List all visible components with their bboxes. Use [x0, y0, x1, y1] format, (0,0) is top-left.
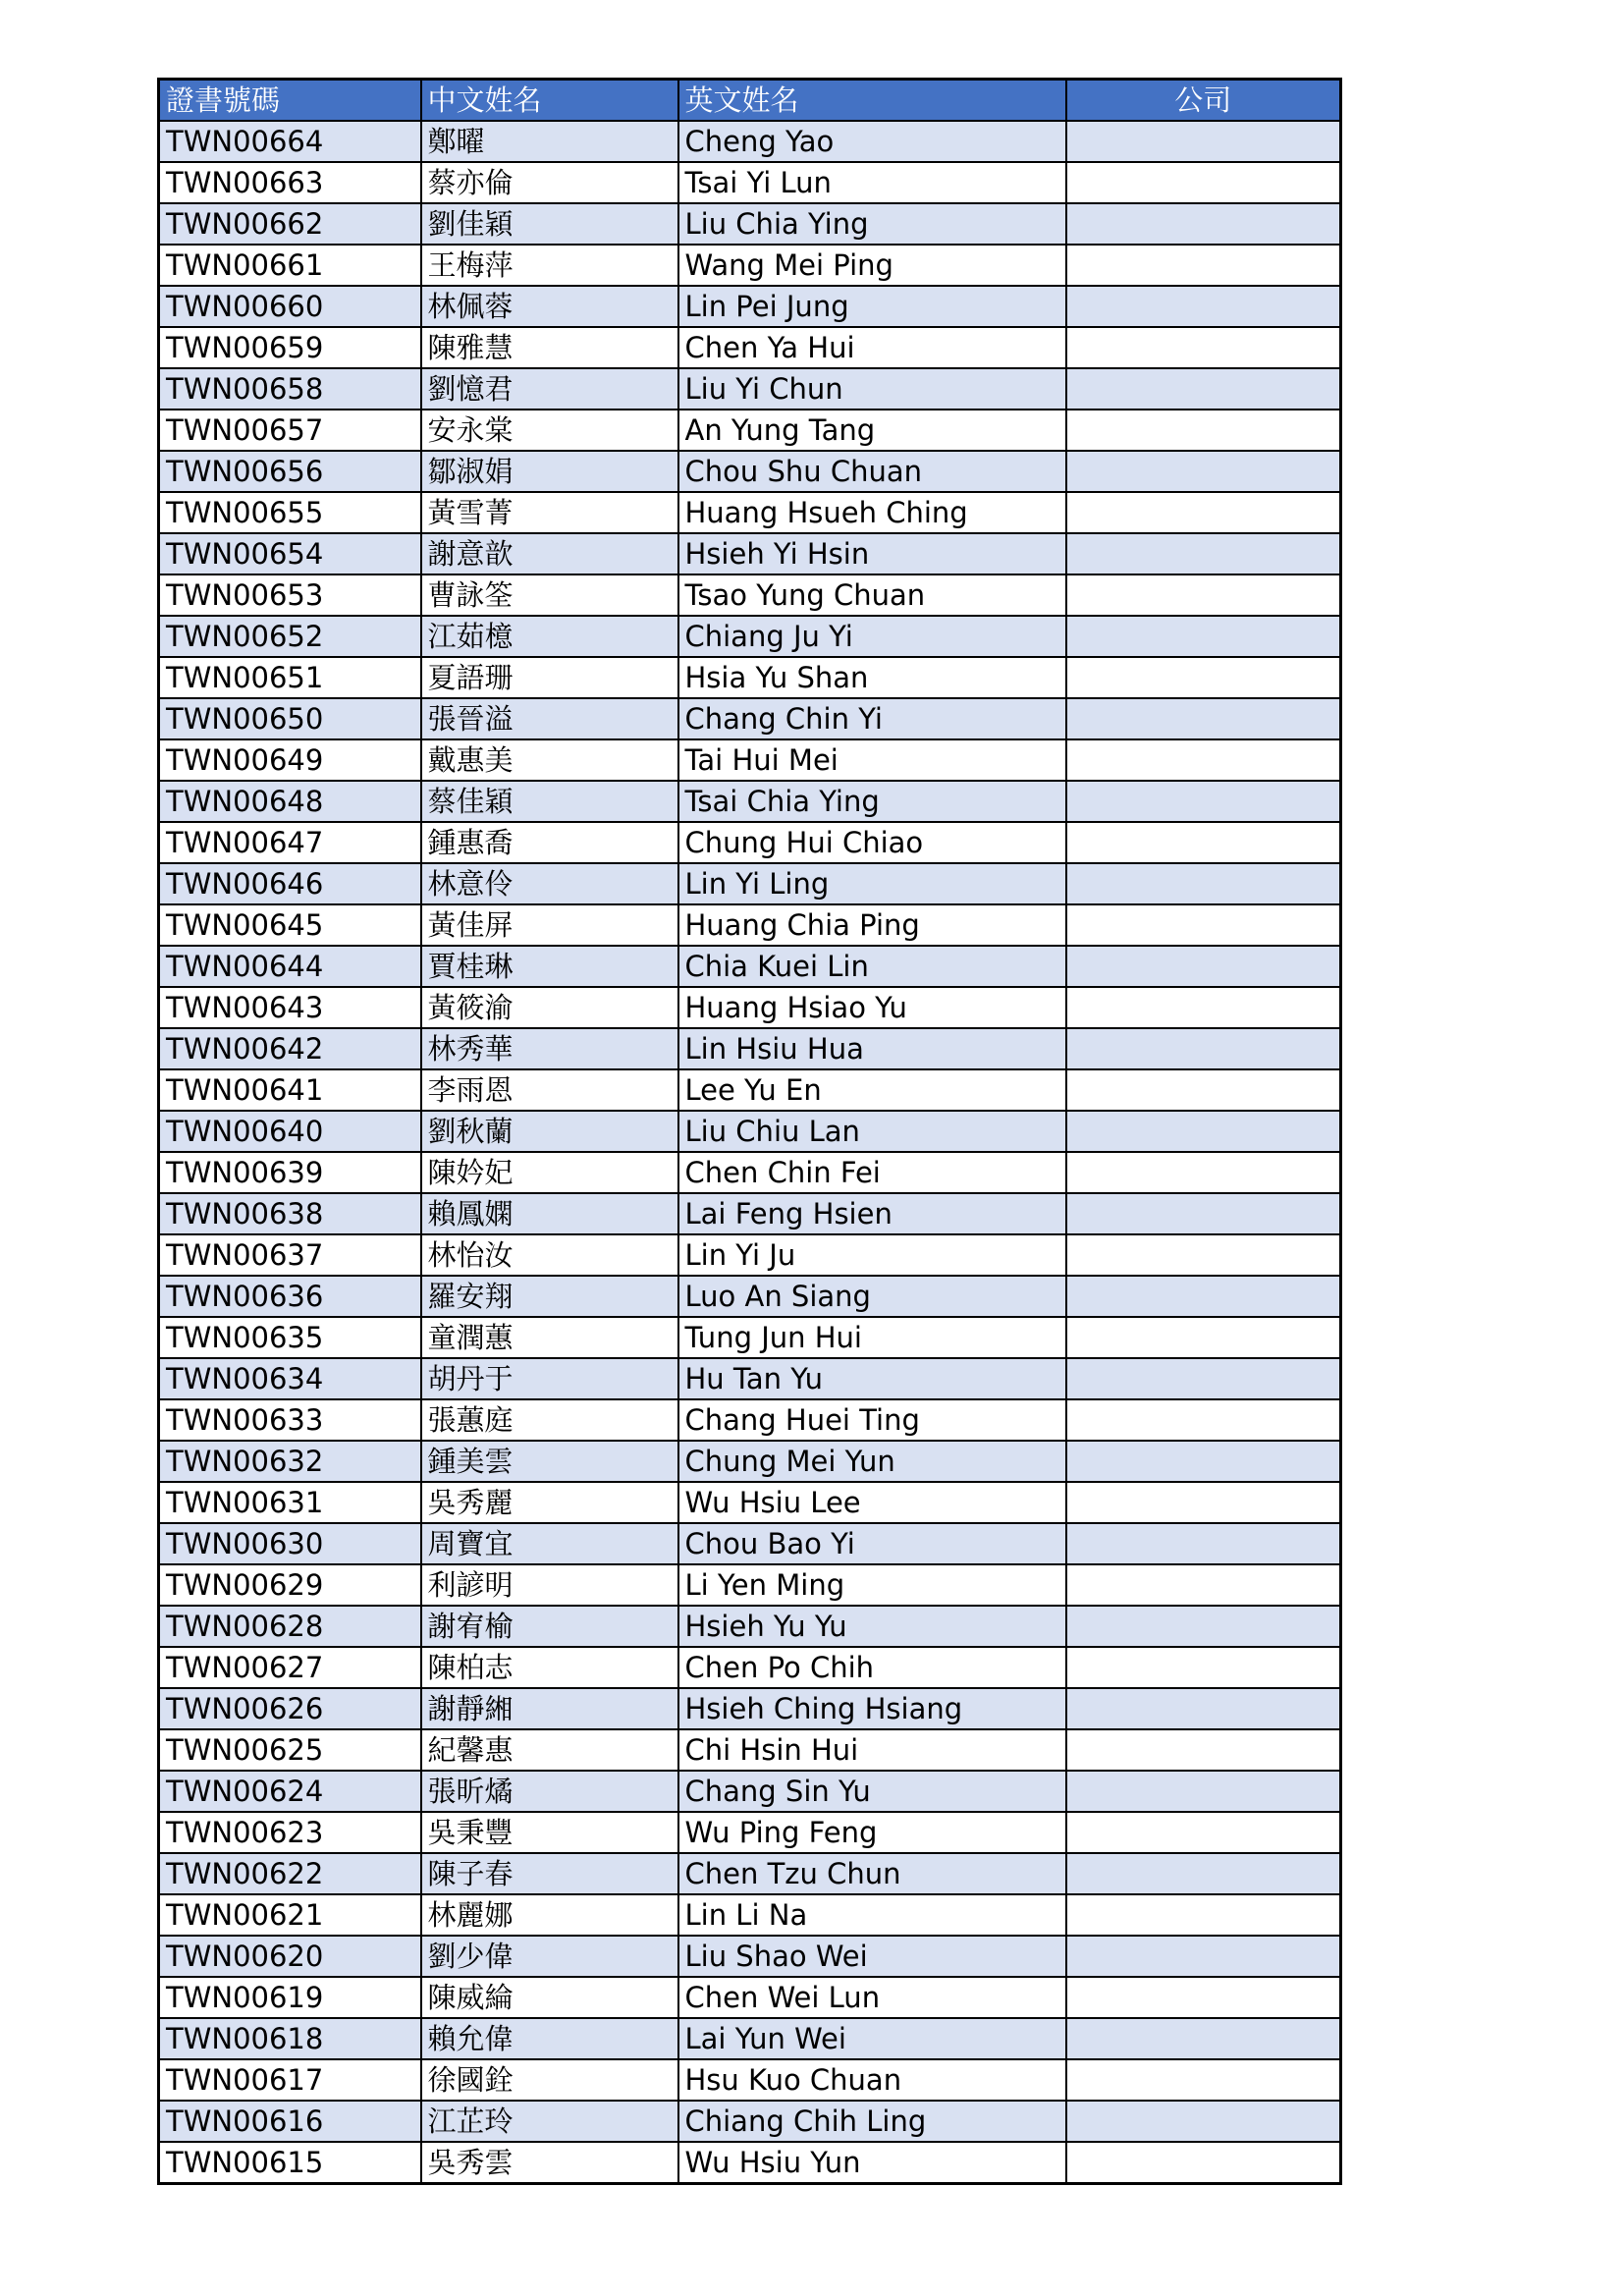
header-english-name: 英文姓名: [678, 80, 1066, 122]
table-row: [159, 1647, 1341, 1688]
cell-certificate-number: TWN00640: [159, 1111, 421, 1152]
cell-company: [1066, 1936, 1341, 1977]
cell-company: [1066, 1276, 1341, 1317]
table-row: [159, 1276, 1341, 1317]
table-row: [159, 1441, 1341, 1482]
cell-chinese-name: 陳柏志: [421, 1647, 678, 1688]
cell-chinese-name: 賴鳳嫻: [421, 1193, 678, 1234]
cell-company: [1066, 533, 1341, 574]
cell-certificate-number: TWN00627: [159, 1647, 421, 1688]
cell-certificate-number: TWN00651: [159, 657, 421, 698]
cell-english-name: An Yung Tang: [678, 410, 1066, 451]
cell-company: [1066, 1441, 1341, 1482]
cell-english-name: Liu Yi Chun: [678, 368, 1066, 410]
cell-chinese-name: 利諺明: [421, 1564, 678, 1606]
table-row: [159, 327, 1341, 368]
cell-certificate-number: TWN00628: [159, 1606, 421, 1647]
table-row: [159, 904, 1341, 946]
cell-certificate-number: TWN00661: [159, 245, 421, 286]
cell-certificate-number: TWN00656: [159, 451, 421, 492]
table-row: [159, 616, 1341, 657]
cell-company: [1066, 822, 1341, 863]
cell-chinese-name: 王梅萍: [421, 245, 678, 286]
cell-chinese-name: 徐國銓: [421, 2059, 678, 2101]
cell-certificate-number: TWN00634: [159, 1358, 421, 1399]
cell-english-name: Hsieh Yi Hsin: [678, 533, 1066, 574]
cell-english-name: Chen Wei Lun: [678, 1977, 1066, 2018]
cell-certificate-number: TWN00647: [159, 822, 421, 863]
cell-certificate-number: TWN00660: [159, 286, 421, 327]
cell-certificate-number: TWN00623: [159, 1812, 421, 1853]
table-row: [159, 1688, 1341, 1729]
cell-english-name: Chia Kuei Lin: [678, 946, 1066, 987]
cell-certificate-number: TWN00638: [159, 1193, 421, 1234]
cell-english-name: Chung Mei Yun: [678, 1441, 1066, 1482]
cell-company: [1066, 657, 1341, 698]
cell-certificate-number: TWN00641: [159, 1069, 421, 1111]
cell-english-name: Chiang Chih Ling: [678, 2101, 1066, 2142]
table-row: [159, 286, 1341, 327]
cell-certificate-number: TWN00631: [159, 1482, 421, 1523]
table-row: [159, 987, 1341, 1028]
cell-chinese-name: 陳子春: [421, 1853, 678, 1894]
table-row: [159, 1771, 1341, 1812]
cell-english-name: Chang Huei Ting: [678, 1399, 1066, 1441]
table-row: [159, 946, 1341, 987]
cell-chinese-name: 吳秀麗: [421, 1482, 678, 1523]
cell-chinese-name: 張昕燏: [421, 1771, 678, 1812]
cell-company: [1066, 1028, 1341, 1069]
cell-english-name: Chou Bao Yi: [678, 1523, 1066, 1564]
cell-english-name: Liu Chiu Lan: [678, 1111, 1066, 1152]
cell-company: [1066, 492, 1341, 533]
cell-chinese-name: 鍾美雲: [421, 1441, 678, 1482]
table-row: [159, 2018, 1341, 2059]
cell-certificate-number: TWN00637: [159, 1234, 421, 1276]
cell-english-name: Hsieh Ching Hsiang: [678, 1688, 1066, 1729]
table-row: [159, 533, 1341, 574]
cell-company: [1066, 863, 1341, 904]
table-row: [159, 203, 1341, 245]
table-row: [159, 781, 1341, 822]
cell-company: [1066, 2142, 1341, 2184]
cell-company: [1066, 1606, 1341, 1647]
cell-certificate-number: TWN00662: [159, 203, 421, 245]
cell-company: [1066, 1193, 1341, 1234]
cell-company: [1066, 781, 1341, 822]
table-row: [159, 1111, 1341, 1152]
cell-chinese-name: 張晉溢: [421, 698, 678, 739]
cell-company: [1066, 1234, 1341, 1276]
cell-chinese-name: 劉憶君: [421, 368, 678, 410]
cell-chinese-name: 童潤蕙: [421, 1317, 678, 1358]
cell-company: [1066, 1152, 1341, 1193]
cell-company: [1066, 121, 1341, 162]
table-row: [159, 574, 1341, 616]
cell-english-name: Lai Yun Wei: [678, 2018, 1066, 2059]
cell-chinese-name: 戴惠美: [421, 739, 678, 781]
cell-chinese-name: 陳威綸: [421, 1977, 678, 2018]
cell-chinese-name: 吳秀雲: [421, 2142, 678, 2184]
table-row: [159, 162, 1341, 203]
cell-chinese-name: 羅安翔: [421, 1276, 678, 1317]
cell-english-name: Wu Hsiu Yun: [678, 2142, 1066, 2184]
cell-company: [1066, 1853, 1341, 1894]
cell-company: [1066, 451, 1341, 492]
cell-english-name: Tsai Chia Ying: [678, 781, 1066, 822]
cell-english-name: Wu Ping Feng: [678, 1812, 1066, 1853]
cell-english-name: Wang Mei Ping: [678, 245, 1066, 286]
table-row: [159, 739, 1341, 781]
cell-english-name: Tsai Yi Lun: [678, 162, 1066, 203]
cell-certificate-number: TWN00624: [159, 1771, 421, 1812]
cell-certificate-number: TWN00616: [159, 2101, 421, 2142]
cell-company: [1066, 1894, 1341, 1936]
cell-company: [1066, 2059, 1341, 2101]
cell-certificate-number: TWN00659: [159, 327, 421, 368]
table-row: [159, 121, 1341, 162]
table-row: [159, 1152, 1341, 1193]
table-row: [159, 1069, 1341, 1111]
cell-english-name: Lin Li Na: [678, 1894, 1066, 1936]
cell-english-name: Chiang Ju Yi: [678, 616, 1066, 657]
cell-english-name: Liu Shao Wei: [678, 1936, 1066, 1977]
cell-chinese-name: 周寶宜: [421, 1523, 678, 1564]
cell-english-name: Lee Yu En: [678, 1069, 1066, 1111]
cell-certificate-number: TWN00653: [159, 574, 421, 616]
cell-company: [1066, 1977, 1341, 2018]
table-row: [159, 245, 1341, 286]
cell-certificate-number: TWN00625: [159, 1729, 421, 1771]
cell-chinese-name: 曹詠筌: [421, 574, 678, 616]
cell-company: [1066, 987, 1341, 1028]
table-row: [159, 410, 1341, 451]
cell-english-name: Lai Feng Hsien: [678, 1193, 1066, 1234]
certificate-table: [157, 78, 1342, 2185]
cell-certificate-number: TWN00629: [159, 1564, 421, 1606]
cell-english-name: Chang Sin Yu: [678, 1771, 1066, 1812]
cell-certificate-number: TWN00618: [159, 2018, 421, 2059]
cell-english-name: Chen Chin Fei: [678, 1152, 1066, 1193]
cell-english-name: Luo An Siang: [678, 1276, 1066, 1317]
cell-english-name: Tung Jun Hui: [678, 1317, 1066, 1358]
cell-chinese-name: 劉少偉: [421, 1936, 678, 1977]
cell-certificate-number: TWN00633: [159, 1399, 421, 1441]
cell-company: [1066, 2101, 1341, 2142]
cell-chinese-name: 謝靜緗: [421, 1688, 678, 1729]
cell-company: [1066, 1771, 1341, 1812]
cell-english-name: Li Yen Ming: [678, 1564, 1066, 1606]
cell-company: [1066, 1111, 1341, 1152]
cell-certificate-number: TWN00645: [159, 904, 421, 946]
table-row: [159, 451, 1341, 492]
table-row: [159, 1812, 1341, 1853]
cell-certificate-number: TWN00635: [159, 1317, 421, 1358]
table-row: [159, 368, 1341, 410]
cell-chinese-name: 張蕙庭: [421, 1399, 678, 1441]
table-row: [159, 1193, 1341, 1234]
cell-chinese-name: 賴允偉: [421, 2018, 678, 2059]
cell-chinese-name: 林麗娜: [421, 1894, 678, 1936]
cell-english-name: Chou Shu Chuan: [678, 451, 1066, 492]
cell-chinese-name: 蔡亦倫: [421, 162, 678, 203]
cell-company: [1066, 739, 1341, 781]
table-row: [159, 698, 1341, 739]
table-row: [159, 1977, 1341, 2018]
cell-company: [1066, 904, 1341, 946]
cell-company: [1066, 574, 1341, 616]
table-body: [159, 121, 1341, 2184]
cell-chinese-name: 紀馨惠: [421, 1729, 678, 1771]
cell-english-name: Hsia Yu Shan: [678, 657, 1066, 698]
cell-company: [1066, 1729, 1341, 1771]
cell-english-name: Lin Pei Jung: [678, 286, 1066, 327]
cell-company: [1066, 698, 1341, 739]
cell-company: [1066, 162, 1341, 203]
cell-certificate-number: TWN00642: [159, 1028, 421, 1069]
cell-chinese-name: 陳雅慧: [421, 327, 678, 368]
cell-english-name: Lin Yi Ju: [678, 1234, 1066, 1276]
header-company: 公司: [1066, 80, 1341, 122]
table-row: [159, 492, 1341, 533]
cell-company: [1066, 245, 1341, 286]
cell-certificate-number: TWN00626: [159, 1688, 421, 1729]
cell-chinese-name: 林佩蓉: [421, 286, 678, 327]
table-row: [159, 657, 1341, 698]
table-row: [159, 863, 1341, 904]
cell-certificate-number: TWN00622: [159, 1853, 421, 1894]
header-certificate-number: 證書號碼: [159, 80, 421, 122]
cell-certificate-number: TWN00617: [159, 2059, 421, 2101]
cell-chinese-name: 黃佳屏: [421, 904, 678, 946]
cell-certificate-number: TWN00646: [159, 863, 421, 904]
cell-chinese-name: 林秀華: [421, 1028, 678, 1069]
table-row: [159, 1894, 1341, 1936]
cell-english-name: Tsao Yung Chuan: [678, 574, 1066, 616]
cell-chinese-name: 吳秉豐: [421, 1812, 678, 1853]
cell-company: [1066, 946, 1341, 987]
cell-company: [1066, 203, 1341, 245]
cell-company: [1066, 1069, 1341, 1111]
cell-company: [1066, 1688, 1341, 1729]
table-row: [159, 1729, 1341, 1771]
cell-certificate-number: TWN00630: [159, 1523, 421, 1564]
table-row: [159, 1234, 1341, 1276]
cell-certificate-number: TWN00639: [159, 1152, 421, 1193]
table-row: [159, 1523, 1341, 1564]
table-row: [159, 1606, 1341, 1647]
certificate-table-container: [157, 78, 1339, 2185]
cell-chinese-name: 鄒淑娟: [421, 451, 678, 492]
table-row: [159, 1399, 1341, 1441]
table-row: [159, 1028, 1341, 1069]
cell-certificate-number: TWN00615: [159, 2142, 421, 2184]
cell-company: [1066, 410, 1341, 451]
cell-certificate-number: TWN00652: [159, 616, 421, 657]
cell-certificate-number: TWN00648: [159, 781, 421, 822]
table-row: [159, 2059, 1341, 2101]
cell-certificate-number: TWN00654: [159, 533, 421, 574]
cell-chinese-name: 黃雪菁: [421, 492, 678, 533]
cell-english-name: Hsu Kuo Chuan: [678, 2059, 1066, 2101]
cell-chinese-name: 江芷玲: [421, 2101, 678, 2142]
cell-chinese-name: 鍾惠喬: [421, 822, 678, 863]
cell-company: [1066, 1647, 1341, 1688]
cell-company: [1066, 327, 1341, 368]
table-header-row: [159, 80, 1341, 122]
table-row: [159, 822, 1341, 863]
cell-chinese-name: 李雨恩: [421, 1069, 678, 1111]
cell-certificate-number: TWN00620: [159, 1936, 421, 1977]
cell-english-name: Hsieh Yu Yu: [678, 1606, 1066, 1647]
cell-english-name: Wu Hsiu Lee: [678, 1482, 1066, 1523]
cell-company: [1066, 1812, 1341, 1853]
cell-english-name: Huang Chia Ping: [678, 904, 1066, 946]
cell-chinese-name: 安永棠: [421, 410, 678, 451]
table-row: [159, 2142, 1341, 2184]
cell-english-name: Chang Chin Yi: [678, 698, 1066, 739]
cell-company: [1066, 286, 1341, 327]
cell-company: [1066, 1317, 1341, 1358]
cell-english-name: Chi Hsin Hui: [678, 1729, 1066, 1771]
cell-english-name: Cheng Yao: [678, 121, 1066, 162]
cell-chinese-name: 劉秋蘭: [421, 1111, 678, 1152]
cell-certificate-number: TWN00636: [159, 1276, 421, 1317]
table-row: [159, 2101, 1341, 2142]
table-row: [159, 1936, 1341, 1977]
table-row: [159, 1358, 1341, 1399]
cell-chinese-name: 夏語珊: [421, 657, 678, 698]
cell-chinese-name: 江茹檍: [421, 616, 678, 657]
cell-certificate-number: TWN00649: [159, 739, 421, 781]
cell-company: [1066, 1358, 1341, 1399]
cell-chinese-name: 陳妗妃: [421, 1152, 678, 1193]
table-row: [159, 1564, 1341, 1606]
cell-english-name: Chen Po Chih: [678, 1647, 1066, 1688]
cell-english-name: Lin Yi Ling: [678, 863, 1066, 904]
cell-english-name: Lin Hsiu Hua: [678, 1028, 1066, 1069]
cell-certificate-number: TWN00663: [159, 162, 421, 203]
cell-company: [1066, 2018, 1341, 2059]
cell-chinese-name: 鄭曜: [421, 121, 678, 162]
cell-chinese-name: 胡丹于: [421, 1358, 678, 1399]
cell-company: [1066, 616, 1341, 657]
cell-chinese-name: 劉佳穎: [421, 203, 678, 245]
cell-chinese-name: 黃筱渝: [421, 987, 678, 1028]
cell-english-name: Chen Ya Hui: [678, 327, 1066, 368]
cell-company: [1066, 368, 1341, 410]
cell-english-name: Tai Hui Mei: [678, 739, 1066, 781]
cell-chinese-name: 林意伶: [421, 863, 678, 904]
cell-english-name: Liu Chia Ying: [678, 203, 1066, 245]
cell-certificate-number: TWN00650: [159, 698, 421, 739]
cell-certificate-number: TWN00621: [159, 1894, 421, 1936]
cell-certificate-number: TWN00658: [159, 368, 421, 410]
cell-company: [1066, 1564, 1341, 1606]
cell-certificate-number: TWN00619: [159, 1977, 421, 2018]
cell-certificate-number: TWN00664: [159, 121, 421, 162]
cell-english-name: Chen Tzu Chun: [678, 1853, 1066, 1894]
cell-company: [1066, 1399, 1341, 1441]
cell-chinese-name: 謝意歆: [421, 533, 678, 574]
table-row: [159, 1482, 1341, 1523]
cell-certificate-number: TWN00655: [159, 492, 421, 533]
cell-english-name: Hu Tan Yu: [678, 1358, 1066, 1399]
cell-chinese-name: 謝宥榆: [421, 1606, 678, 1647]
cell-english-name: Chung Hui Chiao: [678, 822, 1066, 863]
header-chinese-name: 中文姓名: [421, 80, 678, 122]
cell-company: [1066, 1523, 1341, 1564]
cell-company: [1066, 1482, 1341, 1523]
cell-english-name: Huang Hsueh Ching: [678, 492, 1066, 533]
cell-english-name: Huang Hsiao Yu: [678, 987, 1066, 1028]
table-row: [159, 1317, 1341, 1358]
cell-chinese-name: 蔡佳穎: [421, 781, 678, 822]
cell-certificate-number: TWN00644: [159, 946, 421, 987]
cell-chinese-name: 林怡汝: [421, 1234, 678, 1276]
cell-chinese-name: 賈桂琳: [421, 946, 678, 987]
table-row: [159, 1853, 1341, 1894]
cell-certificate-number: TWN00632: [159, 1441, 421, 1482]
cell-certificate-number: TWN00657: [159, 410, 421, 451]
cell-certificate-number: TWN00643: [159, 987, 421, 1028]
